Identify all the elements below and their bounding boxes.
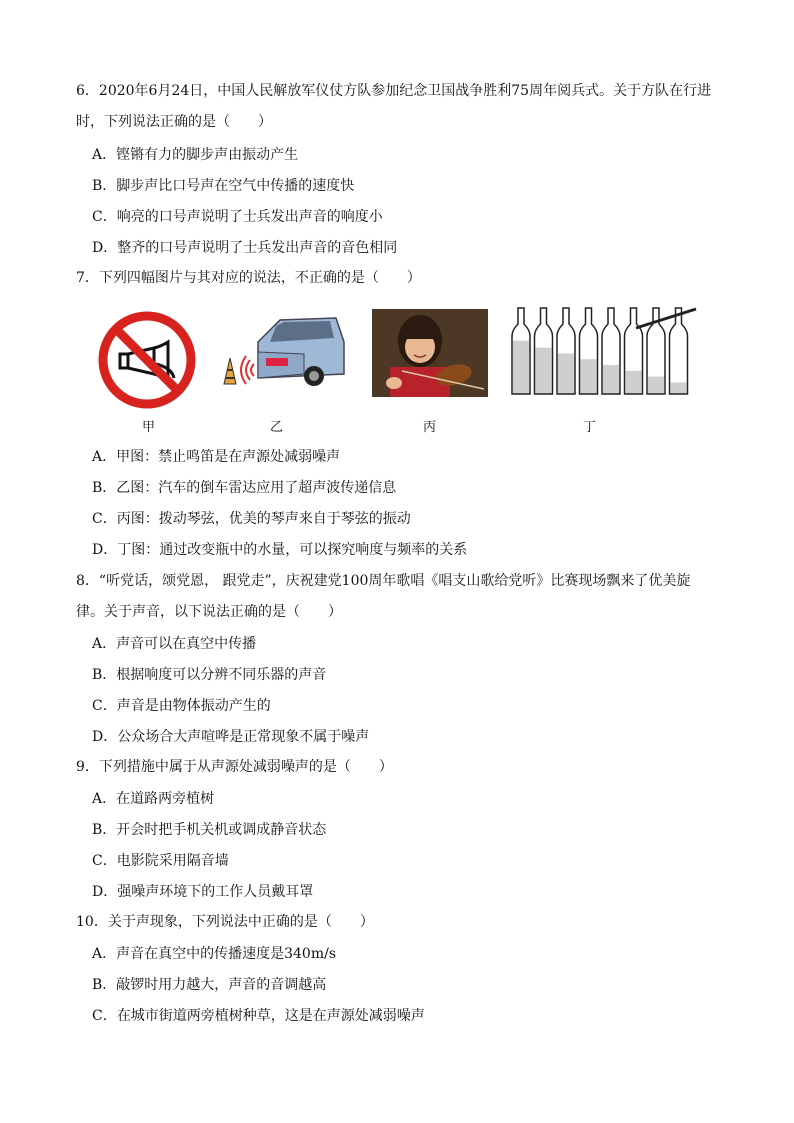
question-9-option-c[interactable]: C．电影院采用隔音墙: [92, 853, 229, 869]
figure-caption-bing: 丙: [423, 420, 437, 435]
question-8-line-2: 律。关于声音，以下说法正确的是（ ）: [76, 604, 342, 620]
question-6-stem: [76, 76, 726, 138]
bottle-water: [513, 341, 529, 394]
question-6-option-d[interactable]: D．整齐的口号声说明了士兵发出声音的音色相同: [92, 240, 398, 256]
bottle-water: [603, 365, 619, 394]
question-6-option-a[interactable]: A．铿锵有力的脚步声由振动产生: [92, 147, 299, 163]
bottle-water: [671, 382, 687, 394]
question-7-stem: [76, 263, 726, 294]
bottle-water: [558, 353, 574, 394]
no-horn-sign-icon: [94, 308, 200, 412]
question-9-line-1: 9．下列措施中属于从声源处减弱噪声的是（ ）: [76, 759, 393, 775]
bottle: [670, 308, 688, 394]
question-9-option-b[interactable]: B．开会时把手机关机或调成静音状态: [92, 822, 327, 838]
question-9-option-d[interactable]: D．强噪声环境下的工作人员戴耳罩: [92, 884, 314, 900]
question-9-option-a[interactable]: A．在道路两旁植树: [92, 791, 215, 807]
water-bottles-icon: [508, 306, 700, 398]
question-8-option-d[interactable]: D．公众场合大声喧哗是正常现象不属于噪声: [92, 729, 370, 745]
question-9-stem: [76, 752, 726, 783]
question-7-option-a[interactable]: A．甲图：禁止鸣笛是在声源处减弱噪声: [92, 449, 341, 465]
bottle-water: [581, 359, 597, 394]
question-6-option-b[interactable]: B．脚步声比口号声在空气中传播的速度快: [92, 178, 355, 194]
question-6-line-2: 时，下列说法正确的是（ ）: [76, 114, 272, 130]
question-7-option-c[interactable]: C．丙图：拨动琴弦，优美的琴声来自于琴弦的振动: [92, 511, 411, 527]
figure-caption-ding: 丁: [583, 420, 597, 435]
bottle-water: [626, 371, 642, 394]
question-8-stem: [76, 566, 726, 628]
car-reversing-radar-icon: [218, 312, 348, 392]
question-7-option-b[interactable]: B．乙图：汽车的倒车雷达应用了超声波传递信息: [92, 480, 397, 496]
question-7-option-d[interactable]: D．丁图：通过改变瓶中的水量，可以探究响度与频率的关系: [92, 542, 468, 558]
bottle-water: [536, 348, 552, 394]
question-7-line-1: 7．下列四幅图片与其对应的说法，不正确的是（ ）: [76, 270, 421, 286]
question-10-option-a[interactable]: A．声音在真空中的传播速度是340m/s: [92, 946, 337, 962]
question-8-option-c[interactable]: C．声音是由物体振动产生的: [92, 698, 271, 714]
question-6-line-1: 6．2020年6月24日，中国人民解放军仪仗方队参加纪念卫国战争胜利75周年阅兵式。关于方队在行进: [76, 83, 712, 99]
question-10-option-b[interactable]: B．敲锣时用力越大，声音的音调越高: [92, 977, 327, 993]
figure-caption-jia: 甲: [142, 420, 156, 435]
question-10-option-c[interactable]: C．在城市街道两旁植树种草，这是在声源处减弱噪声: [92, 1008, 425, 1024]
bottle-water: [648, 377, 664, 394]
question-8-line-1: 8．“听党话，颂党恩， 跟党走”，庆祝建党100周年歌唱《唱支山歌给党听》比赛现场飘来了优美旋: [76, 573, 691, 589]
figure-caption-yi: 乙: [270, 420, 284, 435]
question-8-option-a[interactable]: A．声音可以在真空中传播: [92, 636, 257, 652]
question-8-option-b[interactable]: B．根据响度可以分辨不同乐器的声音: [92, 667, 327, 683]
girl-playing-violin-photo: [372, 309, 488, 397]
question-10-line-1: 10．关于声现象，下列说法中正确的是（ ）: [76, 914, 374, 930]
question-6-option-c[interactable]: C．响亮的口号声说明了士兵发出声音的响度小: [92, 209, 383, 225]
question-10-stem: [76, 907, 726, 938]
